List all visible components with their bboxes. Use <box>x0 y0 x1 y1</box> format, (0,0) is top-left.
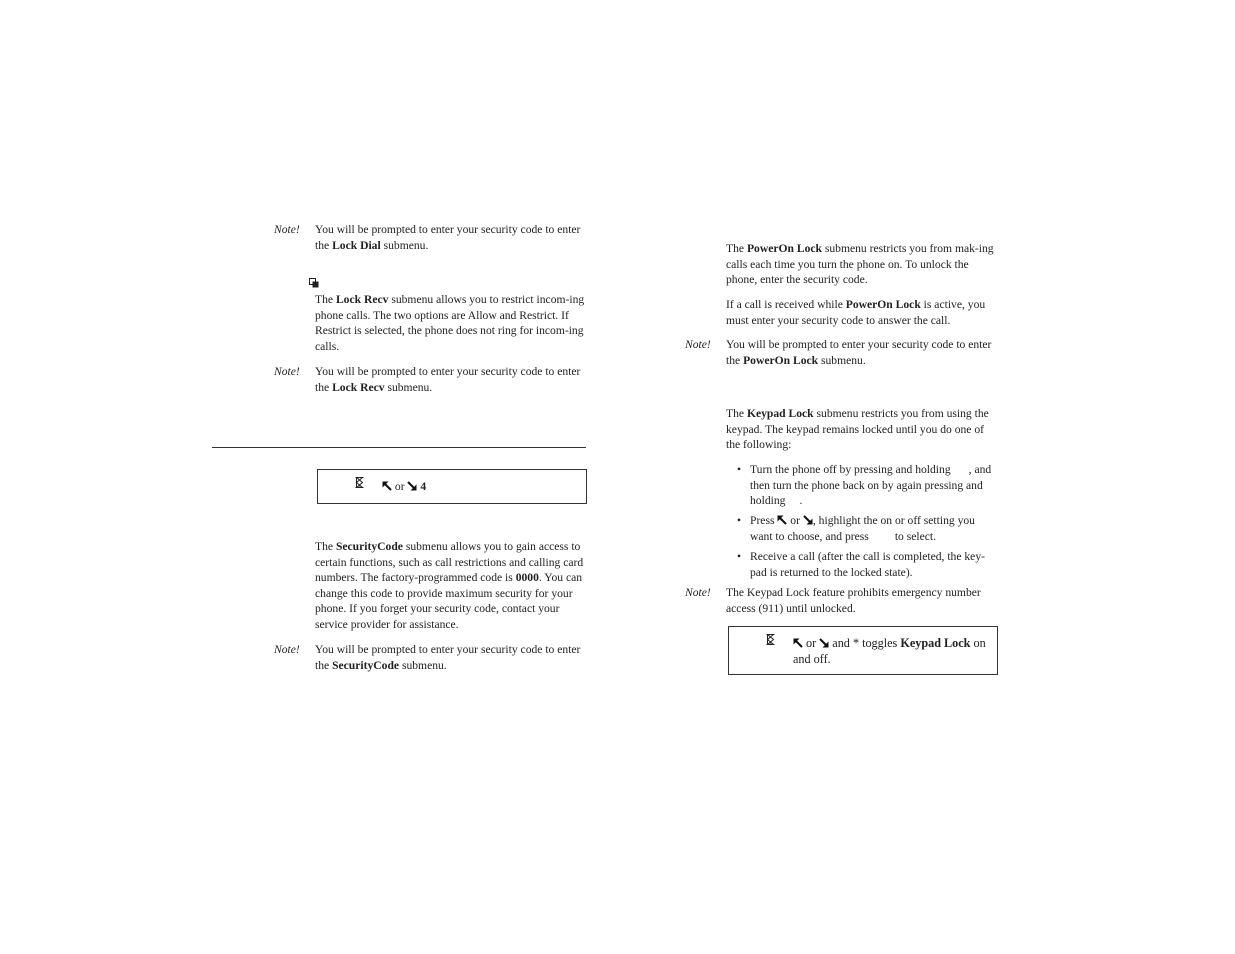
arrow-up-left-icon <box>777 514 787 524</box>
arrow-down-right-icon <box>819 637 829 647</box>
shortcut-keys: or 4 <box>382 479 426 495</box>
section-divider <box>212 447 586 448</box>
arrow-up-left-icon <box>793 637 803 647</box>
note-label: Note! <box>685 586 711 599</box>
poweron-call-paragraph: If a call is received while PowerOn Lock is active, you must enter your security code to answer the call. <box>726 298 986 327</box>
poweron-lock-paragraph: The PowerOn Lock submenu restricts you from mak-ing calls each time you turn the phone on. To unlock the phone, enter the security code. <box>726 242 994 287</box>
arrow-down-right-icon <box>803 514 813 524</box>
note-lock-recv: You will be prompted to enter your security code to enter the Lock Recv submenu. <box>315 365 581 394</box>
note-label: Note! <box>274 365 300 378</box>
arrow-up-left-icon <box>382 480 392 490</box>
note-poweron-lock: You will be prompted to enter your security code to enter the PowerOn Lock submenu. <box>726 338 992 367</box>
note-lock-dial: You will be prompted to enter your security code to enter the Lock Dial submenu. <box>315 223 581 252</box>
shortcut-hourglass-icon <box>355 477 364 488</box>
submenu-icon <box>309 277 319 287</box>
shortcut-hourglass-icon <box>766 634 775 645</box>
keypad-shortcut-text: or and * toggles Keypad Lock on and off. <box>793 636 986 666</box>
security-code-paragraph: The SecurityCode submenu allows you to gain access to certain functions, such as call restrictions and calling card numbers. The factory-programmed code is 0000. You can change this code to provide maximum security for your phone. If you forget your security code, contact your service provider for assistance. <box>315 540 584 631</box>
note-label: Note! <box>274 223 300 236</box>
list-item: • Press or , highlight the on or off setting you want to choose, and press to select. <box>737 513 999 544</box>
list-item: • Receive a call (after the call is completed, the key-pad is returned to the locked state). <box>737 549 999 580</box>
note-label: Note! <box>685 338 711 351</box>
arrow-down-right-icon <box>407 480 417 490</box>
note-keypad-emergency: The Keypad Lock feature prohibits emergency number access (911) until unlocked. <box>726 586 981 615</box>
lock-recv-paragraph: The Lock Recv submenu allows you to restrict incom-ing phone calls. The two options are Allow and Restrict. If Restrict is selected, the phone does not ring for incom-ing calls. <box>315 293 585 353</box>
shortcut-box <box>317 469 587 504</box>
note-label: Note! <box>274 643 300 656</box>
keypad-shortcut-box <box>728 626 998 675</box>
keypad-unlock-list <box>737 462 999 585</box>
list-item: • Turn the phone off by pressing and holding , and then turn the phone back on by again pressing and holding . <box>737 462 999 509</box>
keypad-lock-paragraph: The Keypad Lock submenu restricts you from using the keypad. The keypad remains locked until you do one of the following: <box>726 407 989 452</box>
note-security-code: You will be prompted to enter your security code to enter the SecurityCode submenu. <box>315 643 581 672</box>
